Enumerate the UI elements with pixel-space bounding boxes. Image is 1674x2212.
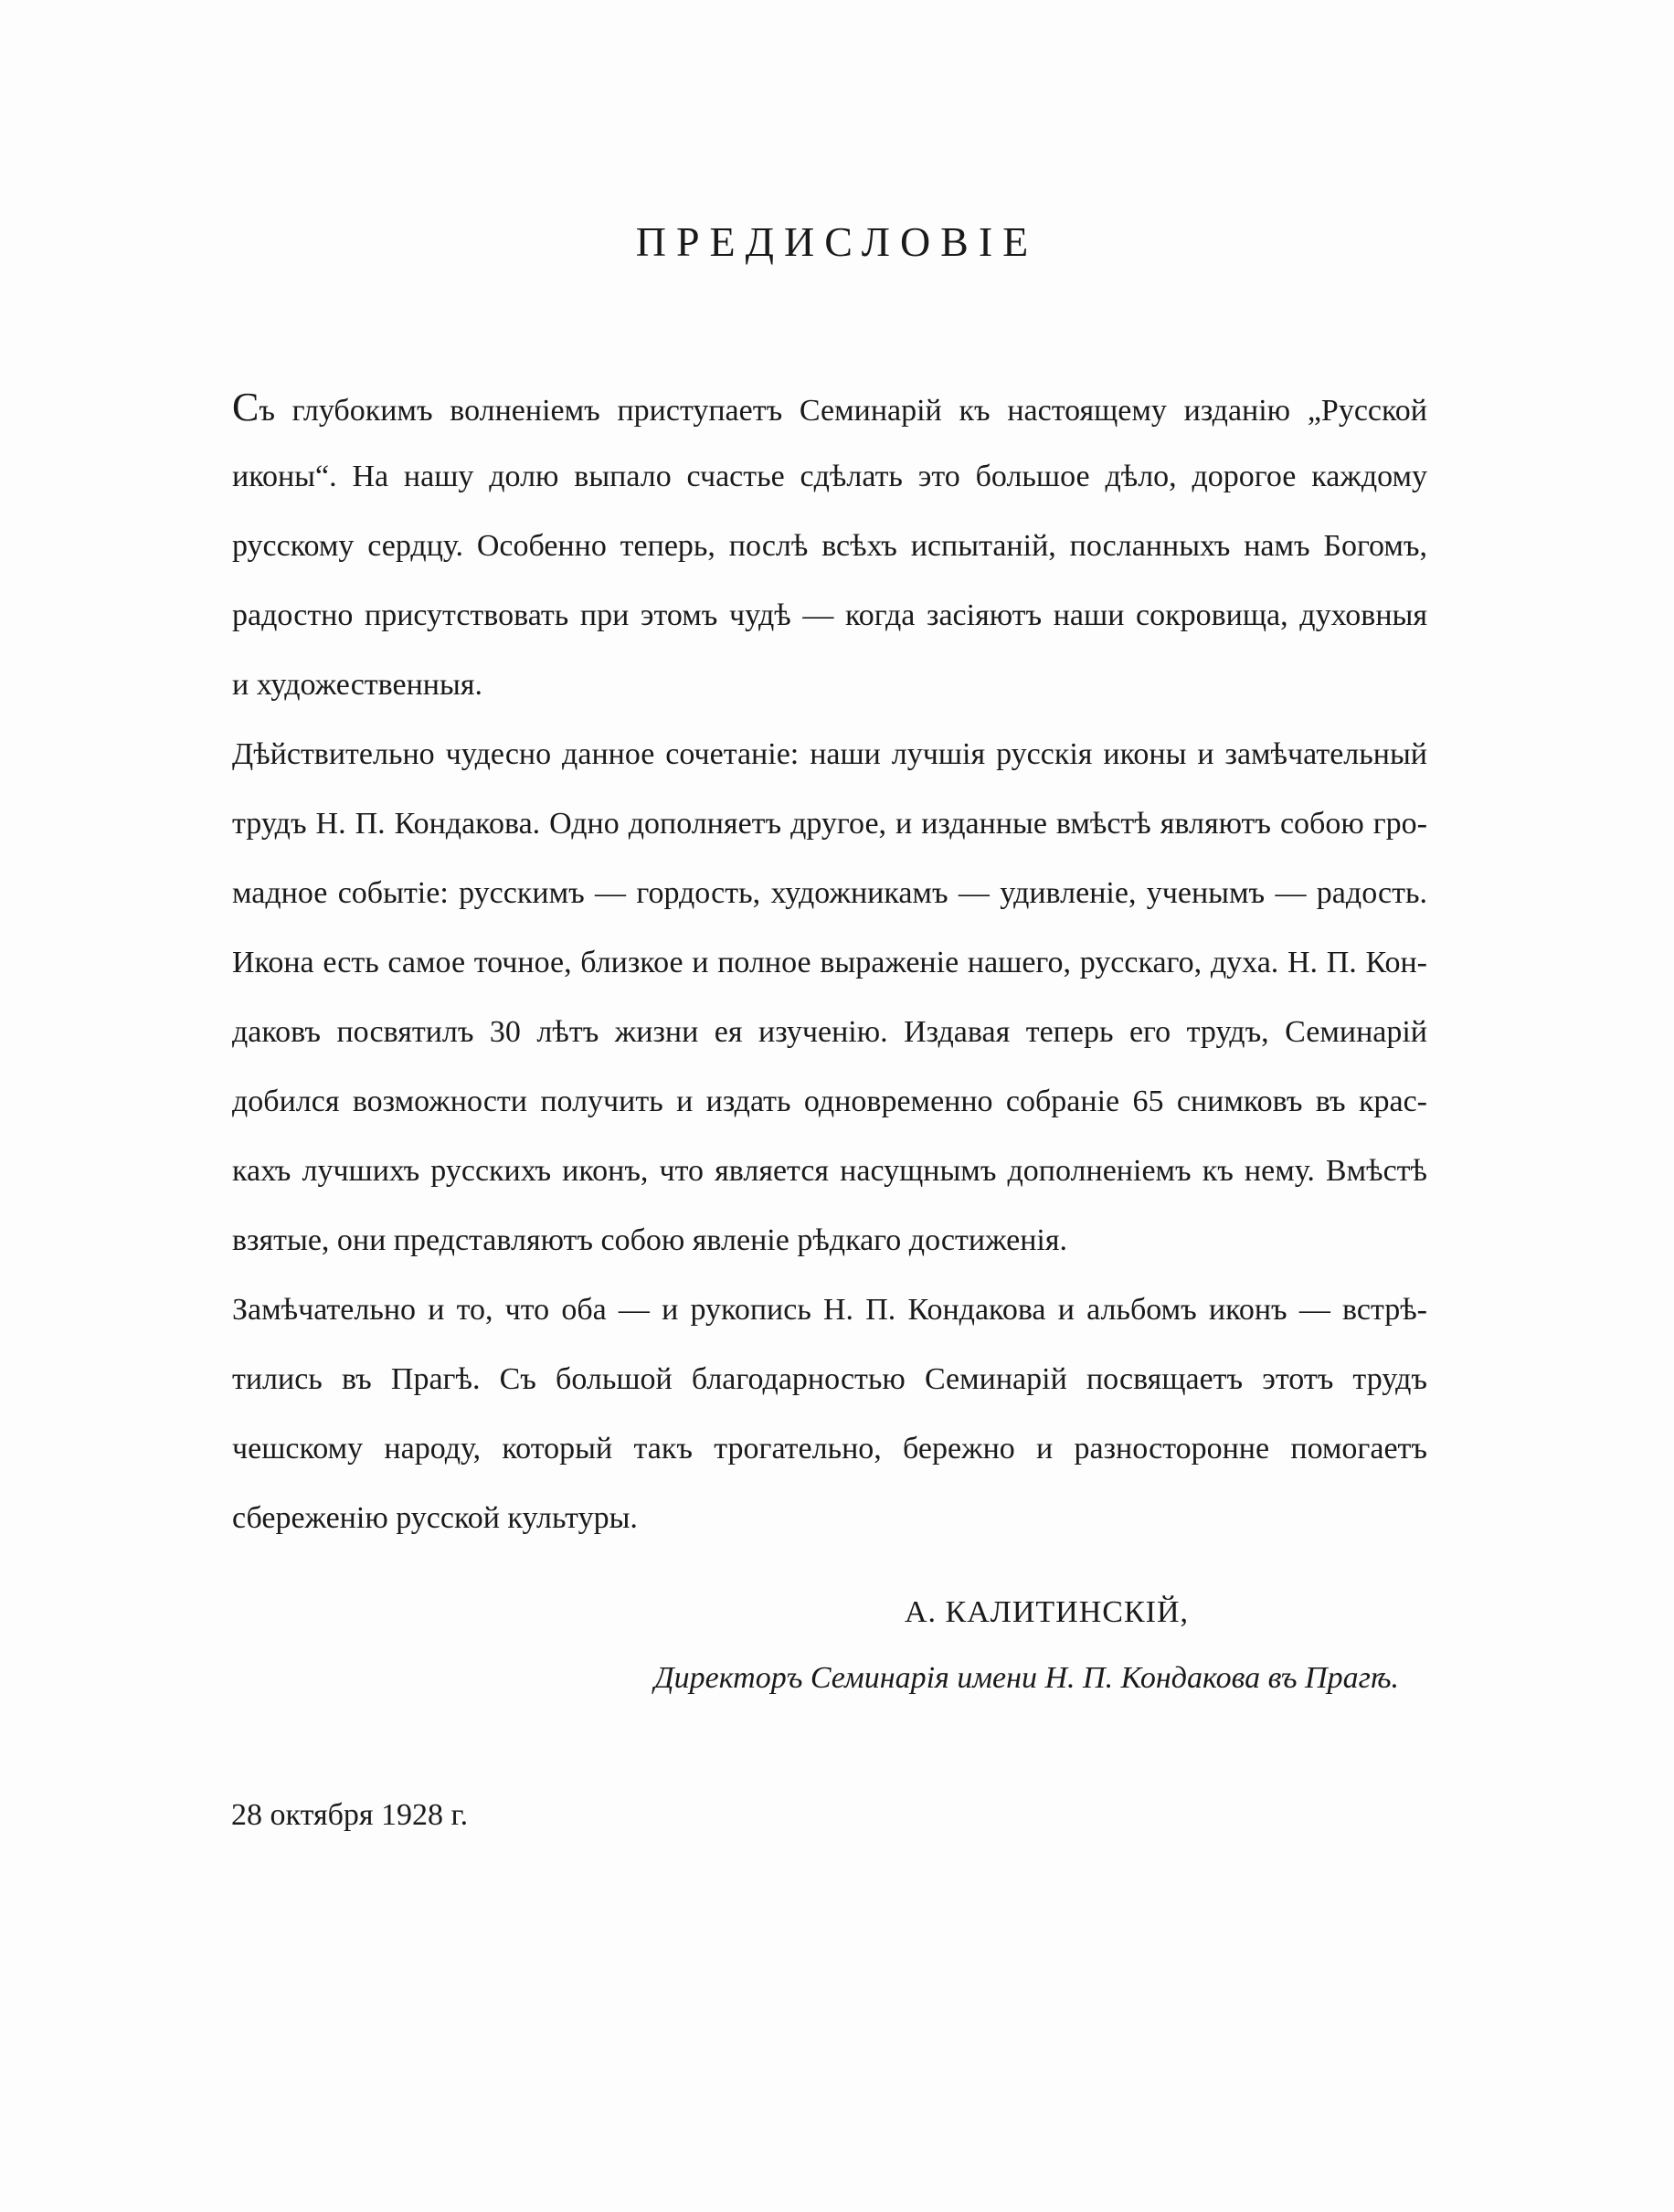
- text-line: трудъ Н. П. Кондакова. Одно дополняетъ другое, и изданные вмѣстѣ являютъ собою гро-: [232, 807, 1427, 841]
- text-line: Дѣйствительно чудесно данное сочетаніе: наши лучшія русскія иконы и замѣчательный: [232, 737, 1427, 771]
- text-line: даковъ посвятилъ 30 лѣтъ жизни ея изученію. Издавая теперь его трудъ, Семинарій: [232, 1015, 1427, 1049]
- text-line: чешскому народу, который такъ трогательно, бережно и разносторонне помогаетъ: [232, 1432, 1427, 1466]
- text-line: русскому сердцу. Особенно теперь, послѣ всѣхъ испытаній, посланныхъ намъ Богомъ,: [232, 529, 1427, 563]
- text-line: радостно присутствовать при этомъ чудѣ — когда засіяютъ наши сокровища, духовныя: [232, 598, 1427, 632]
- lead-letter: С: [232, 385, 260, 429]
- text-line: мадное событіе: русскимъ — гордость, художникамъ — удивленіе, ученымъ — радость.: [232, 876, 1427, 910]
- page-title: ПРЕДИСЛОВІЕ: [635, 218, 1039, 265]
- preface-body: [232, 373, 1427, 1553]
- line-text: ъ глубокимъ волненіемъ приступаетъ Семинарій къ настоящему изданію „Русской: [259, 394, 1427, 428]
- text-line: кахъ лучшихъ русскихъ иконъ, что является насущнымъ дополненіемъ къ нему. Вмѣстѣ: [232, 1154, 1427, 1188]
- text-line: [232, 373, 1427, 442]
- signature-position: Директоръ Семинарія имени Н. П. Кондакова въ Прагѣ.: [654, 1661, 1400, 1695]
- text-line: взятые, они представляютъ собою явленіе рѣдкаго достиженія.: [232, 1223, 1067, 1257]
- text-line: сбереженію русской культуры.: [232, 1501, 638, 1535]
- signature-name: А. КАЛИТИНСКІЙ,: [905, 1595, 1190, 1629]
- text-line: добился возможности получить и издать одновременно собраніе 65 снимковъ въ крас-: [232, 1085, 1427, 1118]
- text-line: Замѣчательно и то, что оба — и рукопись Н. П. Кондакова и альбомъ иконъ — встрѣ-: [232, 1293, 1427, 1327]
- text-line: тились въ Прагѣ. Съ большой благодарностью Семинарій посвящаетъ этотъ трудъ: [232, 1362, 1427, 1396]
- text-line: и художественныя.: [232, 668, 482, 702]
- document-date: 28 октября 1928 г.: [231, 1798, 469, 1832]
- text-line: иконы“. На нашу долю выпало счастье сдѣлать это большое дѣло, дорогое каждому: [232, 460, 1427, 493]
- text-line: Икона есть самое точное, близкое и полное выраженіе нашего, русскаго, духа. Н. П. Кон-: [232, 946, 1427, 979]
